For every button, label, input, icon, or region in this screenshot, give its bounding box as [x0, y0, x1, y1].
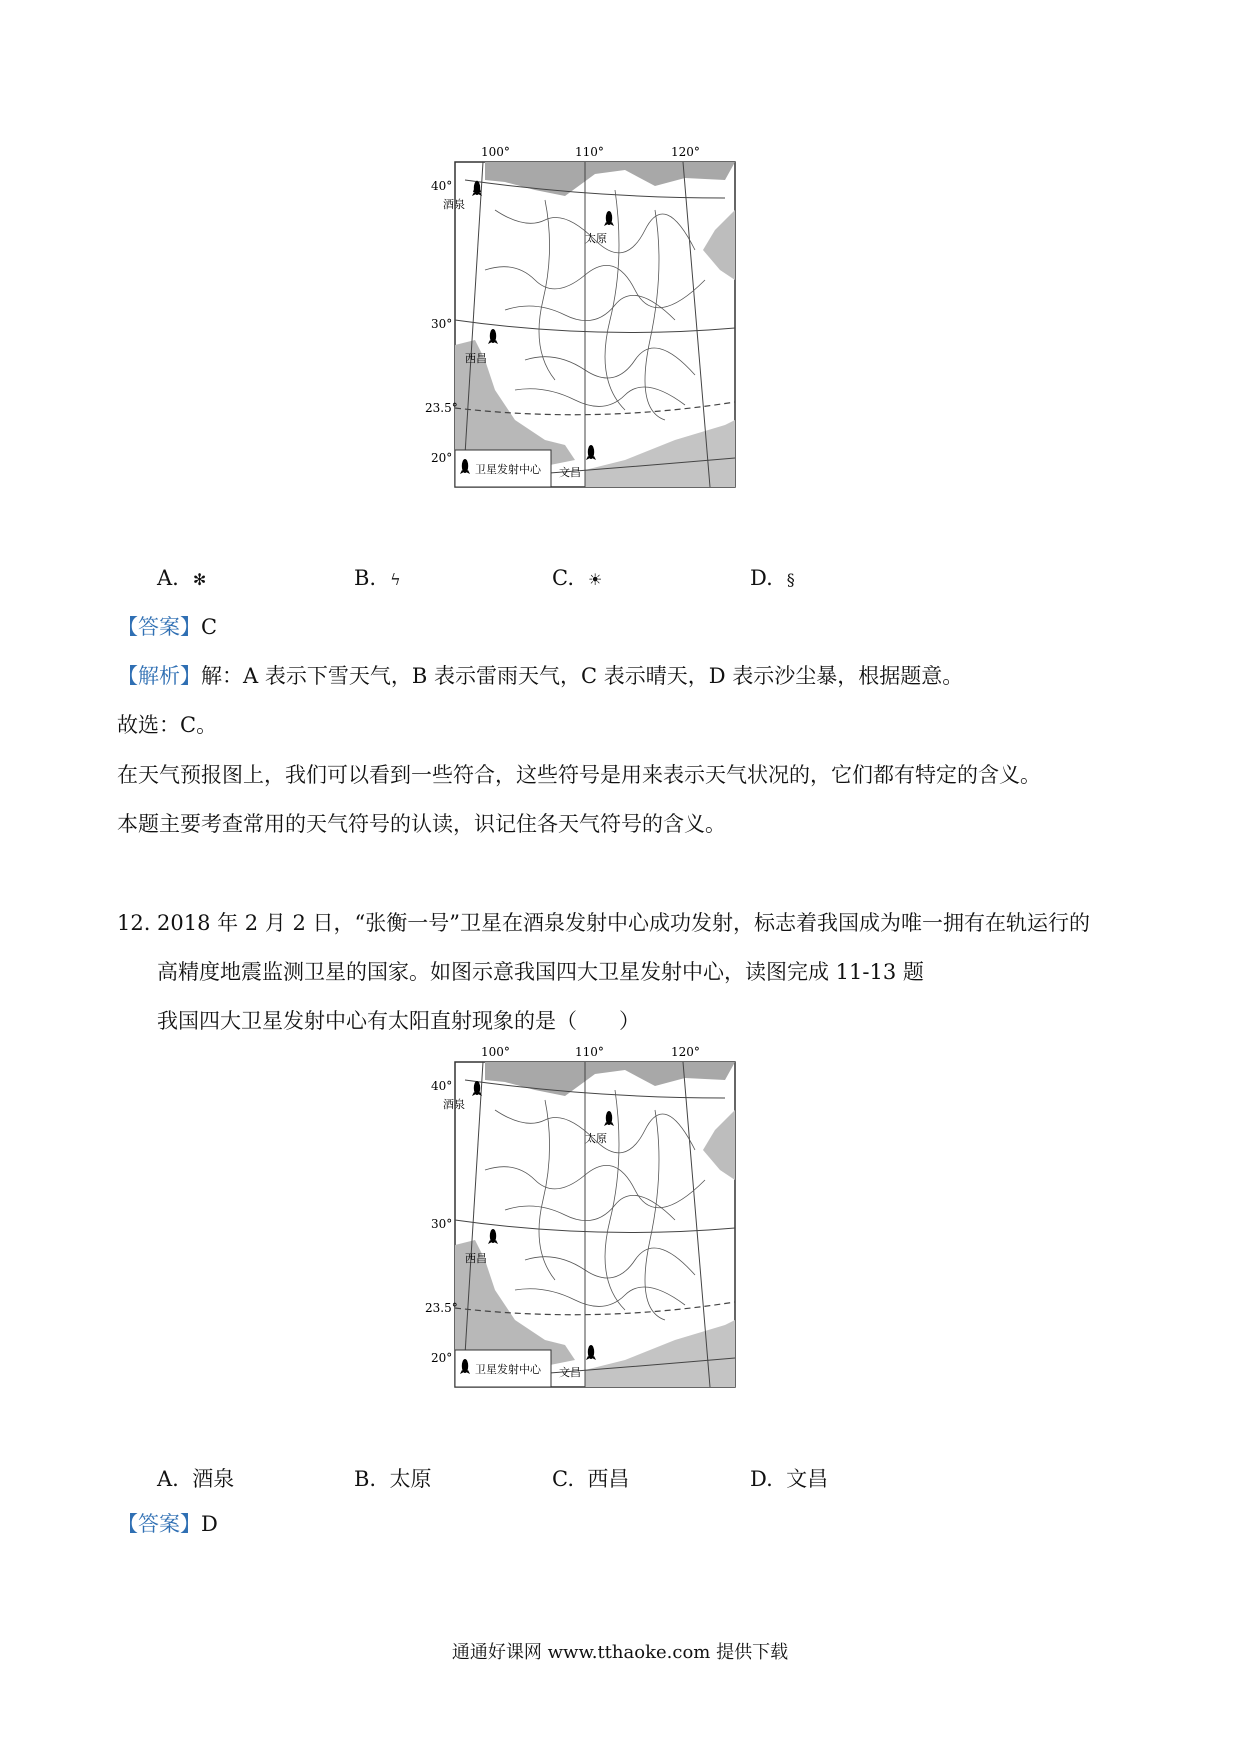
- q12-option-a: A. 酒泉: [157, 1467, 235, 1491]
- q11-option-b: B. ϟ: [354, 566, 401, 590]
- q11-analysis: 【解析】解：A 表示下雪天气，B 表示雷雨天气，C 表示晴天，D 表示沙尘暴，根据题意。: [117, 664, 964, 688]
- map-graphic: [425, 1040, 785, 1414]
- q12-answer: 【答案】D: [117, 1512, 218, 1536]
- lat30-label: 30°: [431, 317, 453, 331]
- q12-question: 我国四大卫星发射中心有太阳直射现象的是（ ）: [157, 1009, 640, 1033]
- lon100-label: 100°: [481, 1045, 510, 1059]
- q12-option-b: B. 太原: [354, 1467, 432, 1491]
- q11-option-c: C. ☀: [552, 566, 603, 590]
- lon110-label: 110°: [575, 1045, 604, 1059]
- q11-option-a: A. ✻: [157, 566, 207, 590]
- jiuquan-label: 酒泉: [443, 1098, 465, 1111]
- taiyuan-label: 太原: [585, 232, 607, 245]
- legend-label: 卫星发射中心: [475, 463, 541, 476]
- lon110-label: 110°: [575, 145, 604, 159]
- q12-line-1: 2018 年 2 月 2 日，“张衡一号”卫星在酒泉发射中心成功发射，标志着我国成为唯一拥有在轨运行的: [157, 911, 1091, 935]
- q11-choice: 故选：C。: [117, 713, 218, 737]
- jiuquan-label: 酒泉: [443, 198, 465, 211]
- xichang-label: 西昌: [465, 352, 487, 365]
- lat40-label: 40°: [431, 179, 453, 193]
- q11-note-2: 本题主要考查常用的天气符号的认读，识记住各天气符号的含义。: [117, 812, 726, 836]
- q12-line-2: 高精度地震监测卫星的国家。如图示意我国四大卫星发射中心，读图完成 11-13 题: [157, 960, 924, 984]
- map-graphic: [425, 140, 785, 514]
- lon120-label: 120°: [671, 145, 700, 159]
- snow-icon: ✻: [192, 570, 207, 589]
- lightning-icon: ϟ: [390, 570, 401, 589]
- lat23-label: 23.5°: [425, 401, 458, 415]
- q12-option-c: C. 西昌: [552, 1467, 630, 1491]
- lat20-label: 20°: [431, 1351, 453, 1365]
- lat30-label: 30°: [431, 1217, 453, 1231]
- q11-note-1: 在天气预报图上，我们可以看到一些符合，这些符号是用来表示天气状况的，它们都有特定的含义。: [117, 763, 1041, 787]
- legend-label: 卫星发射中心: [475, 1363, 541, 1376]
- q11-answer: 【答案】C: [117, 615, 218, 639]
- page-footer: 通通好课网 www.tthaoke.com 提供下载: [451, 1642, 789, 1663]
- sandstorm-icon: §: [786, 570, 795, 589]
- lat23-label: 23.5°: [425, 1301, 458, 1315]
- q12-option-d: D. 文昌: [750, 1467, 829, 1491]
- lat40-label: 40°: [431, 1079, 453, 1093]
- taiyuan-label: 太原: [585, 1132, 607, 1145]
- lat20-label: 20°: [431, 451, 453, 465]
- wenchang-label: 文昌: [559, 466, 581, 479]
- launch-center-map-1: [425, 140, 785, 514]
- q12-number: 12.: [117, 911, 151, 935]
- wenchang-label: 文昌: [559, 1366, 581, 1379]
- sun-icon: ☀: [588, 570, 603, 589]
- lon100-label: 100°: [481, 145, 510, 159]
- launch-center-map-2: [425, 1040, 785, 1414]
- q11-option-d: D. §: [750, 566, 795, 590]
- lon120-label: 120°: [671, 1045, 700, 1059]
- xichang-label: 西昌: [465, 1252, 487, 1265]
